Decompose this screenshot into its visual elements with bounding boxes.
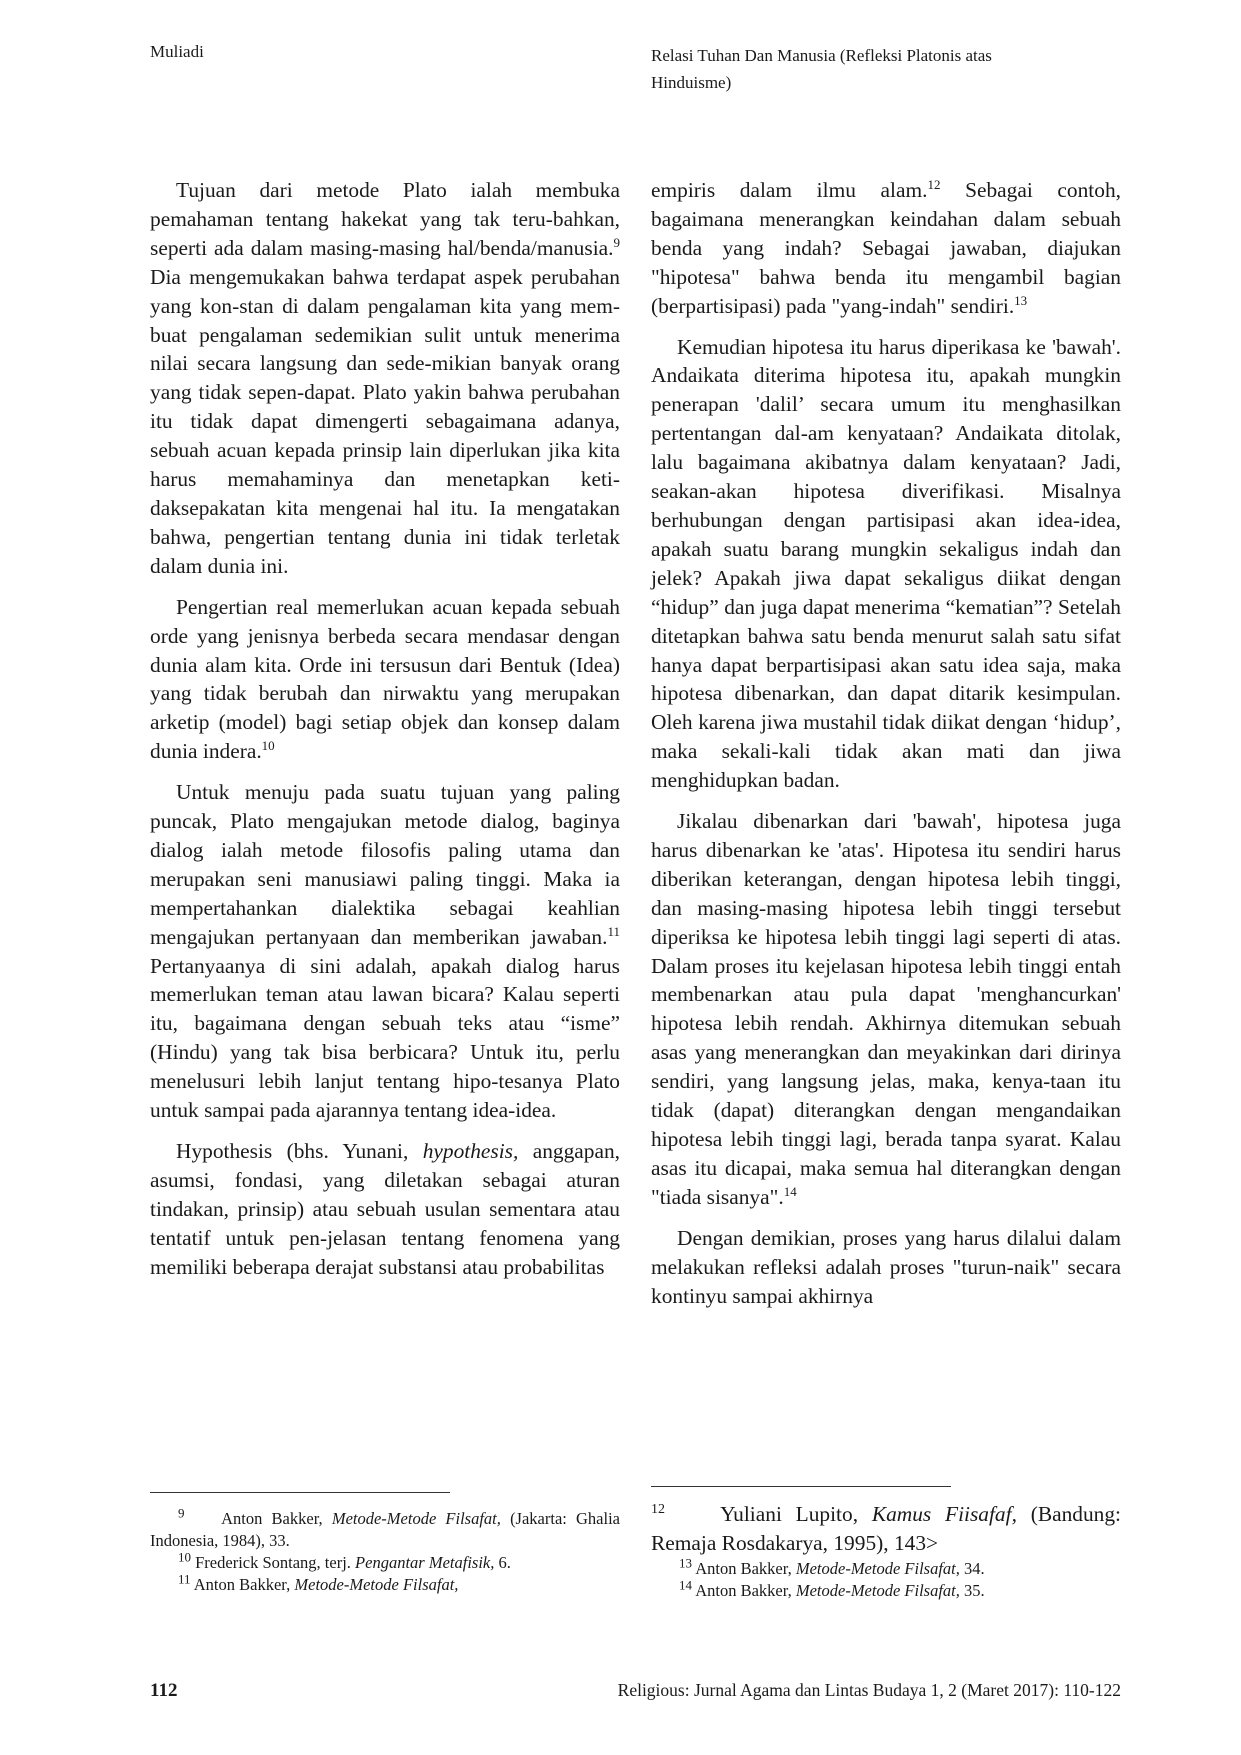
footnote	[651, 1500, 1121, 1558]
footnote-ref: 14	[783, 1183, 797, 1199]
footnote-title: Metode-Metode Filsafat,	[331, 1509, 501, 1528]
paragraph-text: Tujuan dari metode Plato ialah membuka pemahaman tentang hakekat yang tak teru-bahkan, seperti ada dalam masing-masing hal/benda/manusia.	[150, 178, 620, 260]
footnote-title: Kamus Fiisafaf,	[871, 1502, 1017, 1526]
paragraph	[150, 176, 620, 581]
footnote-number: 11	[178, 1571, 191, 1587]
footnote-ref: 13	[1014, 292, 1028, 308]
footnote	[150, 1549, 620, 1574]
footnote	[651, 1577, 1121, 1602]
footnote	[150, 1571, 620, 1596]
footnote-ref: 9	[613, 234, 620, 250]
italic-term: hypothesis,	[422, 1139, 519, 1163]
footnote-title: Metode-Metode Filsafat,	[294, 1575, 459, 1594]
footnote-ref: 11	[607, 923, 620, 939]
footnote-text: 6.	[494, 1553, 511, 1572]
footnote-text: (Bandung: Remaja Rosdakarya, 1995), 143>	[651, 1502, 1121, 1555]
paragraph: Dengan demikian, proses yang harus dilalui dalam melakukan refleksi adalah proses "turun-naik" secara kontinyu sampai akhirnya	[651, 1225, 1121, 1308]
footnote-number: 13	[679, 1555, 692, 1571]
paragraph-text: Pertanyaanya di sini adalah, apakah dialog harus memerlukan teman atau lawan bicara? Kalau seperti itu, bagaimana dengan sebuah teks atau “isme” (Hindu) yang tak bisa berbicara? Untuk itu, perlu menelusuri lebih lanjut tentang hipo-tesanya Plato untuk sampai pada ajarannya tentang idea-idea.	[150, 953, 620, 1123]
footnote-text: Frederick Sontang, terj.	[195, 1553, 356, 1572]
paragraph	[651, 807, 1121, 1212]
right-column	[651, 176, 1121, 1322]
paragraph	[150, 593, 620, 766]
footnote-text: (Jakarta: Ghalia Indonesia, 1984), 33.	[150, 1509, 621, 1550]
paragraph-text: Sebagai contoh, bagaimana menerangkan keindahan dalam sebuah benda yang indah? Sebagai jawaban, diajukan "hipotesa" bahwa benda itu mengambil bagian (berpartisipasi) pada "yang-indah" sendiri.	[651, 178, 1121, 318]
paragraph-text: Pengertian real memerlukan acuan kepada sebuah orde yang jenisnya berbeda secara mendasar dengan dunia alam kita. Orde ini tersusun dari Bentuk (Idea) yang tidak berubah dan nirwaktu yang merupakan arketip (model) bagi setiap objek dan konsep dalam dunia indera.	[150, 594, 620, 764]
running-head-title-line1: Relasi Tuhan Dan Manusia (Refleksi Platonis atas	[651, 46, 992, 65]
footnote-text: Anton Bakker,	[221, 1509, 332, 1528]
journal-citation: Religious: Jurnal Agama dan Lintas Budaya 1, 2 (Maret 2017): 110-122	[617, 1680, 1121, 1700]
footnote-text: Anton Bakker,	[695, 1581, 796, 1600]
footnote-divider-left	[150, 1492, 450, 1493]
paragraph-text: empiris dalam ilmu alam.	[651, 178, 928, 202]
running-head-title	[651, 42, 1091, 96]
footnote-title: Pengantar Metafisik,	[355, 1553, 495, 1572]
footnote-title: Metode-Metode Filsafat,	[795, 1581, 960, 1600]
footnote-text: 34.	[959, 1559, 985, 1578]
running-head-author: Muliadi	[150, 42, 204, 61]
footnote-number: 9	[178, 1505, 185, 1521]
paragraph	[651, 176, 1121, 321]
paragraph: Kemudian hipotesa itu harus diperikasa ke 'bawah'. Andaikata diterima hipotesa itu, apakah mungkin penerapan 'dalil’ secara umum itu menghasilkan pertentangan dal-am kenyataan? Andaikata ditolak, lalu bagaimana akibatnya dalam kenyataan? Jadi, seakan-akan hipotesa diverifikasi. Misalnya berhubungan dengan partisipasi akan idea-idea, apakah suatu barang mungkin sekaligus indah dan jelek? Apakah jiwa dapat sekaligus diikat dengan “hidup” dan juga dapat menerima “kematian”? Setelah ditetapkan bahwa satu benda menurut salah satu sifat hanya dapat berpartisipasi akan satu idea saja, maka hipotesa dibenarkan, dan dapat ditarik kesimpulan. Oleh karena jiwa mustahil tidak diikat dengan ‘hidup’, maka sekali-kali tidak akan mati dan jiwa menghidupkan badan.	[651, 334, 1121, 793]
paragraph-text: anggapan, asumsi, fondasi, yang diletakan sebagai aturan tindakan, prinsip) atau sebuah usulan sementara atau tentatif untuk pen-jelasan tentang fenomena yang memiliki beberapa derajat substansi atau probabilitas	[150, 1139, 621, 1279]
footnote-text: Anton Bakker,	[695, 1559, 796, 1578]
footnotes-right	[651, 1500, 1121, 1602]
footnote-ref: 12	[927, 176, 941, 192]
footnote-text: Yuliani Lupito,	[720, 1502, 872, 1526]
footnote-text: 35.	[959, 1581, 985, 1600]
footnote-ref: 10	[261, 738, 275, 754]
paragraph-text: Hypothesis (bhs. Yunani,	[176, 1139, 423, 1163]
paragraph-text: Jikalau dibenarkan dari 'bawah', hipotesa juga harus dibenarkan ke 'atas'. Hipotesa itu sendiri harus diberikan keterangan, dengan hipotesa lebih tinggi, dan masing-masing hipotesa lebih tinggi tersebut diperiksa ke hipotesa lebih tinggi lagi seperti di atas. Dalam proses itu kejelasan hipotesa lebih tinggi entah membenarkan atau pula dapat 'menghancurkan' hipotesa lebih rendah. Akhirnya ditemukan sebuah asas yang menerangkan dan meyakinkan dari dirinya sendiri, yang langsung jelas, maka, kenya-taan itu tidak (dapat) diterangkan dengan mengandaikan hipotesa lebih tinggi lagi, berada tanpa syarat. Kalau asas itu dicapai, maka semua hal diterangkan dengan "tiada sisanya".	[651, 809, 1121, 1209]
footnote	[150, 1505, 621, 1552]
footnote-divider-right	[651, 1486, 951, 1487]
paragraph-text: Untuk menuju pada suatu tujuan yang paling puncak, Plato mengajukan metode dialog, baginya dialog ialah metode filosofis paling utama dan merupakan seni manusiawi paling tinggi. Maka ia mempertahankan dialektika sebagai keahlian mengajukan pertanyaan dan memberikan jawaban.	[150, 780, 620, 949]
paragraph	[150, 1137, 620, 1282]
footnote	[651, 1555, 1121, 1580]
paragraph	[150, 778, 620, 1125]
footnotes-left	[150, 1505, 621, 1596]
page-number: 112	[150, 1680, 178, 1701]
running-head-title-line2: Hinduisme)	[651, 73, 732, 92]
footnote-number: 10	[178, 1549, 191, 1565]
paragraph-text: Dia mengemukakan bahwa terdapat aspek perubahan yang kon-stan di dalam pengalaman kita yang mem-buat pengalaman sedemikian sulit untuk menerima nilai secara langsung dan sede-mikian banyak orang yang tidak sepen-dapat. Plato yakin bahwa perubahan itu tidak dapat dimengerti sebagaimana adanya, sebuah acuan kepada prinsip lain diperlukan jika kita harus memahaminya dan menetapkan keti-daksepakatan kita mengenai hal itu. Ia mengatakan bahwa, pengertian tentang dunia ini tidak terletak dalam dunia ini.	[150, 264, 620, 578]
footnote-title: Metode-Metode Filsafat,	[795, 1559, 960, 1578]
footnote-text: Anton Bakker,	[193, 1575, 295, 1594]
footnote-number: 14	[679, 1577, 692, 1593]
left-column	[150, 176, 620, 1294]
footnote-number: 12	[651, 1501, 665, 1517]
